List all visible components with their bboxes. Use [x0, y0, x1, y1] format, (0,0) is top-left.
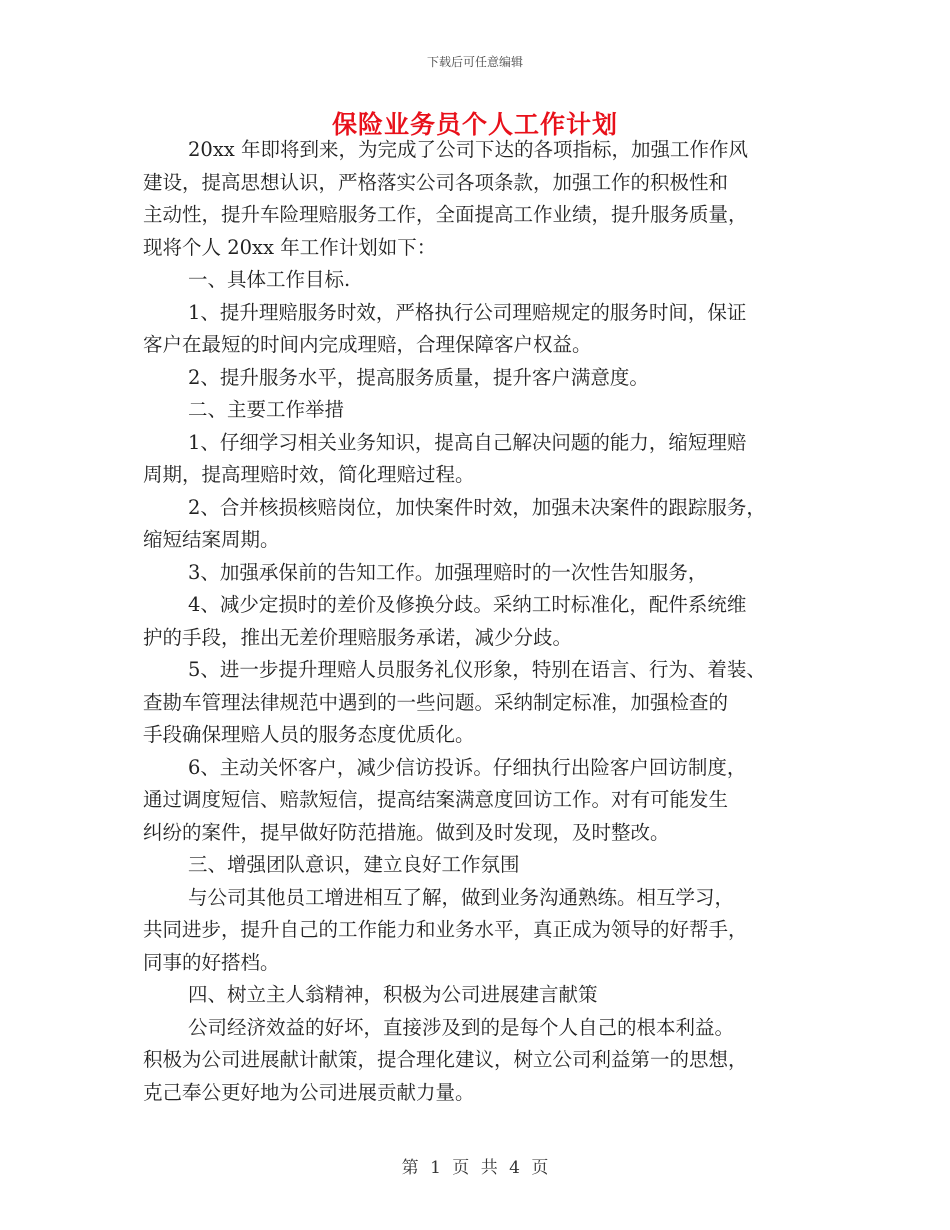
document-line: 护的手段，推出无差价理赔服务承诺，减少分歧。 — [143, 625, 573, 649]
page-header-note: 下载后可任意编辑 — [426, 55, 523, 69]
document-line: 手段确保理赔人员的服务态度优质化。 — [143, 723, 475, 746]
document-line: 主动性，提升车险理赔服务工作，全面提高工作业绩，提升服务质量， — [143, 203, 748, 226]
document-line: 现将个人 20xx 年工作计划如下： — [143, 235, 437, 259]
document-line: 6、主动关怀客户，减少信访投诉。仔细执行出险客户回访制度， — [188, 755, 747, 779]
document-line: 与公司其他员工增进相互了解，做到业务沟通熟练。相互学习， — [188, 885, 735, 909]
document-line: 建设，提高思想认识，严格落实公司各项条款，加强工作的积极性和 — [143, 170, 729, 194]
document-line: 克己奉公更好地为公司进展贡献力量。 — [143, 1080, 475, 1104]
document-line: 一、具体工作目标. — [188, 268, 351, 291]
document-line: 共同进步，提升自己的工作能力和业务水平，真正成为领导的好帮手， — [143, 918, 748, 941]
document-line: 二、主要工作举措 — [188, 398, 345, 421]
document-line: 5、进一步提升理赔人员服务礼仪形象，特别在语言、行为、着装、 — [188, 658, 766, 681]
document-line: 周期，提高理赔时效，简化理赔过程。 — [143, 463, 475, 486]
document-line: 积极为公司进展献计献策，提合理化建议，树立公司利益第一的思想， — [143, 1048, 748, 1071]
page-footer: 第 1 页 共 4 页 — [401, 1158, 549, 1178]
document-line: 3、加强承保前的告知工作。加强理赔时的一次性告知服务， — [188, 560, 708, 584]
document-line: 4、减少定损时的差价及修换分歧。采纳工时标准化，配件系统维 — [188, 593, 747, 616]
document-line: 通过调度短信、赔款短信，提高结案满意度回访工作。对有可能发生 — [143, 788, 729, 811]
document-line: 1、仔细学习相关业务知识，提高自己解决问题的能力，缩短理赔 — [188, 430, 747, 454]
document-title: 保险业务员个人工作计划 — [331, 110, 618, 139]
document-line: 同事的好搭档。 — [143, 950, 280, 974]
document-line: 公司经济效益的好坏，直接涉及到的是每个人自己的根本利益。 — [188, 1015, 735, 1039]
document-line: 1、提升理赔服务时效，严格执行公司理赔规定的服务时间，保证 — [188, 300, 747, 324]
document-line: 纠纷的案件，提早做好防范措施。做到及时发现，及时整改。 — [143, 820, 670, 844]
document-line: 客户在最短的时间内完成理赔，合理保障客户权益。 — [143, 333, 592, 356]
document-line: 20xx 年即将到来，为完成了公司下达的各项指标，加强工作作风 — [188, 138, 749, 161]
document-body — [143, 134, 833, 1109]
document-line: 三、增强团队意识，建立良好工作氛围 — [188, 853, 520, 876]
document-line: 2、提升服务水平，提高服务质量，提升客户满意度。 — [188, 365, 649, 389]
document-line: 缩短结案周期。 — [143, 528, 280, 551]
document-line: 2、合并核损核赔岗位，加快案件时效，加强未决案件的跟踪服务， — [188, 495, 766, 519]
document-line: 查勘车管理法律规范中遇到的一些问题。采纳制定标准，加强检查的 — [143, 690, 729, 714]
document-line: 四、树立主人翁精神，积极为公司进展建言献策 — [188, 983, 598, 1006]
